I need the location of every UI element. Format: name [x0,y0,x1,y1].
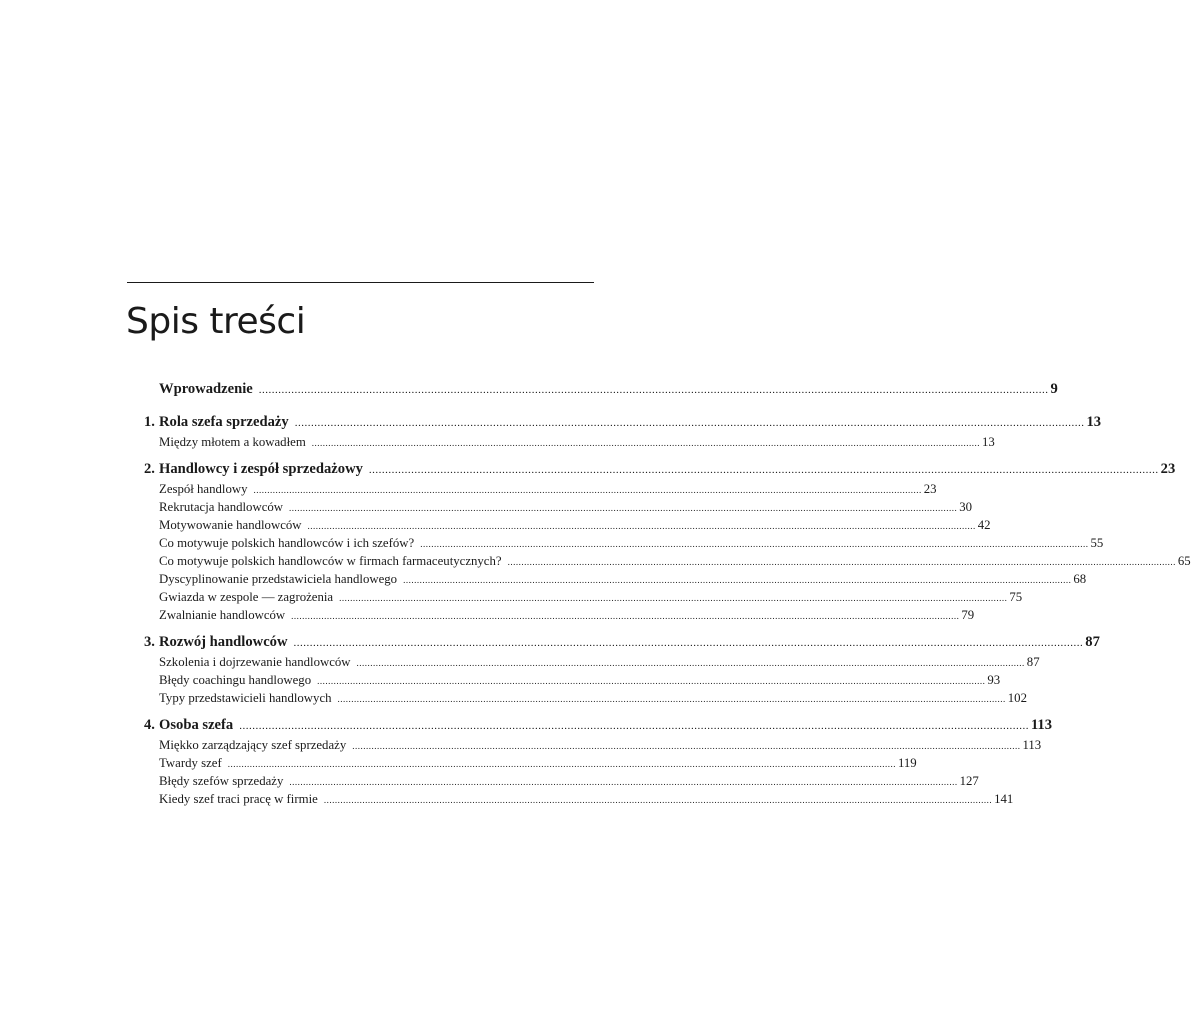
toc-subentry[interactable] [144,498,973,516]
dot-leader [357,654,1025,672]
toc-page-number: 23 [1160,461,1176,477]
toc-page-number: 30 [959,500,973,514]
toc-entry-label: Typy przedstawicieli handlowych [159,691,332,705]
toc-page-number: 79 [961,608,975,622]
toc-page-number: 42 [977,518,991,532]
dot-leader [294,633,1084,654]
toc-page-number: 75 [1009,590,1023,604]
toc-entry-label: Osoba szefa [159,717,234,733]
toc-page-number: 23 [923,482,937,496]
toc-chapter-heading[interactable] [144,459,1176,480]
toc-chapter-heading[interactable] [144,412,1102,433]
toc-entry-label: Szkolenia i dojrzewanie handlowców [159,655,351,669]
toc-entry-label: Dyscyplinowanie przedstawiciela handlowego [159,572,398,586]
toc-subentry[interactable] [144,516,991,534]
toc-entry-label: Miękko zarządzający szef sprzedaży [159,738,347,752]
toc-page-number: 127 [959,774,979,788]
toc-page-number: 113 [1022,738,1042,752]
dot-leader [239,716,1029,737]
toc-chapter-2 [144,459,1191,624]
toc-subentry[interactable] [144,606,975,624]
toc-subentry[interactable] [144,552,1191,570]
dot-leader [259,380,1049,401]
toc-page-number: 141 [994,792,1014,806]
toc-page-number: 87 [1026,655,1040,669]
toc-entry-label: Gwiazda w zespole — zagrożenia [159,590,334,604]
dot-leader [403,571,1071,589]
toc-page-number: 13 [1086,414,1102,430]
table-of-contents [144,379,1191,816]
dot-leader [339,589,1007,607]
dot-leader [254,481,922,499]
toc-entry-label: Co motywuje polskich handlowców w firmach farmaceutycznych? [159,554,502,568]
chapter-number: 2. [144,461,155,477]
toc-entry-label: Twardy szef [159,756,222,770]
toc-chapter-3 [144,632,1100,707]
toc-subentry[interactable] [144,736,1042,754]
dot-leader [508,553,1176,571]
toc-chapter-4 [144,715,1053,808]
toc-page-number: 55 [1090,536,1104,550]
dot-leader [295,413,1085,434]
chapter-number: 3. [144,634,155,650]
toc-chapter-1 [144,412,1102,451]
dot-leader [317,672,985,690]
toc-chapter-heading[interactable] [144,632,1100,653]
toc-subentry[interactable] [144,570,1087,588]
toc-page-number: 113 [1030,717,1053,733]
toc-entry-label: Błędy szefów sprzedaży [159,774,284,788]
toc-subentry[interactable] [144,772,979,790]
dot-leader [324,791,992,809]
toc-subentry[interactable] [144,433,995,451]
dot-leader [420,535,1088,553]
dot-leader [289,499,957,517]
toc-page-number: 87 [1085,634,1100,650]
dot-leader [352,737,1020,755]
toc-page-number: 9 [1050,381,1058,397]
toc-page-number: 68 [1073,572,1087,586]
dot-leader [289,773,957,791]
toc-entry-label: Błędy coachingu handlowego [159,673,312,687]
toc-page-number: 13 [982,435,995,449]
toc-subentry[interactable] [144,653,1040,671]
toc-entry-label: Rola szefa sprzedaży [159,414,289,430]
toc-page-number: 102 [1007,691,1027,705]
dot-leader [312,434,980,452]
toc-section-intro [144,379,1058,400]
page-title: Spis treści [126,301,306,342]
dot-leader [291,607,959,625]
toc-subentry[interactable] [144,754,917,772]
toc-subentry[interactable] [144,689,1027,707]
dot-leader [228,755,896,773]
toc-entry-label: Między młotem a kowadłem [159,435,306,449]
toc-page-number: 119 [897,756,917,770]
toc-subentry[interactable] [144,480,937,498]
toc-entry-label: Rozwój handlowców [159,634,288,650]
toc-entry-label: Zwalnianie handlowców [159,608,286,622]
toc-entry-label: Kiedy szef traci pracę w firmie [159,792,318,806]
toc-subentry[interactable] [144,534,1104,552]
chapter-number: 1. [144,414,155,430]
toc-subentry[interactable] [144,588,1023,606]
toc-subentry[interactable] [144,671,1001,689]
toc-entry-intro[interactable] [144,379,1058,400]
toc-subentry[interactable] [144,790,1014,808]
chapter-number: 4. [144,717,155,733]
toc-entry-label: Handlowcy i zespół sprzedażowy [159,461,363,477]
dot-leader [369,460,1159,481]
toc-entry-label: Co motywuje polskich handlowców i ich szefów? [159,536,415,550]
toc-chapter-heading[interactable] [144,715,1053,736]
dot-leader [308,517,976,535]
toc-entry-label: Motywowanie handlowców [159,518,302,532]
toc-entry-label: Rekrutacja handlowców [159,500,284,514]
title-rule [127,282,594,283]
toc-entry-label: Zespół handlowy [159,482,248,496]
toc-page-number: 93 [987,673,1001,687]
toc-page-number: 65 [1177,554,1191,568]
dot-leader [338,690,1006,708]
toc-entry-label: Wprowadzenie [159,381,253,397]
